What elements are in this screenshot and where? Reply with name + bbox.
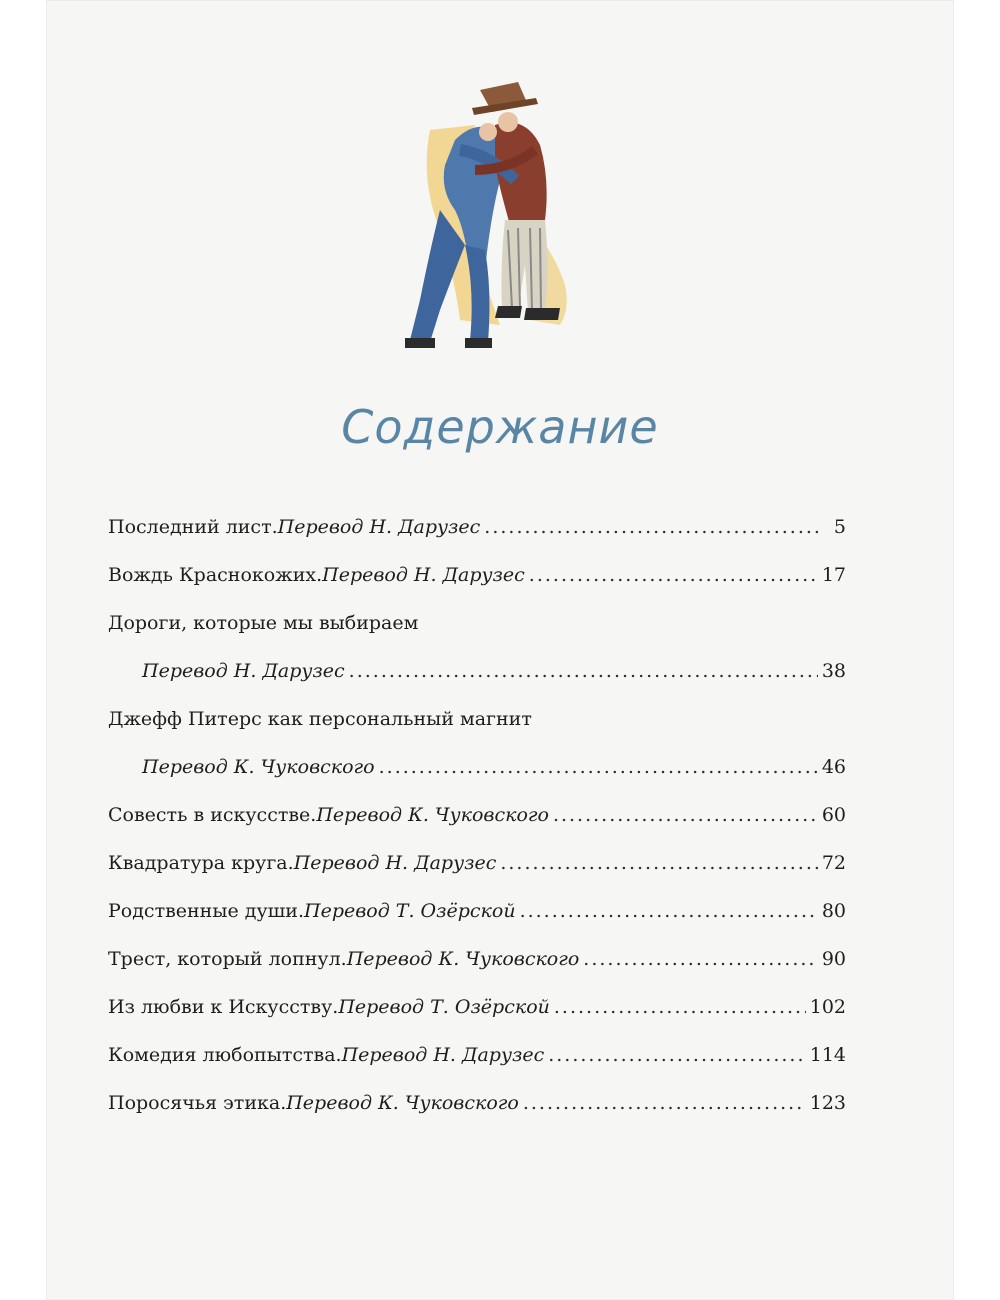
toc-entry-title: Трест, который лопнул. <box>108 948 347 970</box>
toc-entry-page: 60 <box>821 804 846 826</box>
toc-entry-title: Последний лист. <box>108 516 278 538</box>
toc-entry-title: Дороги, которые мы выбираем <box>108 612 419 634</box>
toc-entry-translator: Перевод Н. Дарузес <box>277 516 481 538</box>
toc-leader-dots <box>554 996 806 1018</box>
toc-leader-dots <box>553 804 818 826</box>
toc-entry-translator: Перевод Н. Дарузес <box>142 660 345 682</box>
toc-entry-page: 102 <box>809 996 846 1018</box>
toc-entry-title: Поросячья этика. <box>108 1092 287 1114</box>
toc-entry-translator: Перевод Н. Дарузес <box>322 564 525 586</box>
toc-entry[interactable] <box>108 900 846 948</box>
toc-entry-page: 90 <box>821 948 846 970</box>
toc-entry-page: 17 <box>821 564 846 586</box>
toc-entry[interactable] <box>108 660 846 708</box>
toc-leader-dots <box>548 1044 806 1066</box>
toc-entry-title: Комедия любопытства. <box>108 1044 342 1066</box>
toc-entry-translator: Перевод Т. Озёрской <box>304 900 516 922</box>
toc-leader-dots <box>583 948 818 970</box>
toc-entry-page: 114 <box>809 1044 846 1066</box>
toc-leader-dots <box>500 852 817 874</box>
toc-entry[interactable] <box>108 1092 846 1140</box>
toc-entry-title: Из любви к Искусству. <box>108 996 339 1018</box>
toc-entry[interactable] <box>108 564 846 612</box>
toc-entry-page: 5 <box>833 516 846 538</box>
toc-entry-translator: Перевод Н. Дарузес <box>293 852 497 874</box>
toc-entry-translator: Перевод К. Чуковского <box>346 948 580 970</box>
toc-leader-dots <box>349 660 818 682</box>
toc-entry-title: Родственные души. <box>108 900 304 922</box>
toc-entry[interactable] <box>108 852 846 900</box>
toc-entry-title: Совесть в искусстве. <box>108 804 317 826</box>
toc-entry-page: 80 <box>821 900 846 922</box>
two-men-embracing-illustration <box>400 70 600 355</box>
toc-entry[interactable] <box>108 516 846 564</box>
toc-entry-title: Квадратура круга. <box>108 852 294 874</box>
toc-entry-title-line[interactable] <box>108 708 846 756</box>
toc-entry-title: Вождь Краснокожих. <box>108 564 323 586</box>
toc-entry-translator: Перевод Н. Дарузес <box>341 1044 545 1066</box>
toc-entry-page: 72 <box>821 852 846 874</box>
toc-entry-title: Джефф Питерс как персональный магнит <box>108 708 532 730</box>
toc-leader-dots <box>529 564 818 586</box>
toc-entry[interactable] <box>108 756 846 804</box>
toc-leader-dots <box>523 1092 806 1114</box>
toc-entry-translator: Перевод К. Чуковского <box>286 1092 519 1114</box>
toc-leader-dots <box>379 756 818 778</box>
toc-entry[interactable] <box>108 1044 846 1092</box>
toc-entry-page: 123 <box>809 1092 846 1114</box>
toc-entry-translator: Перевод К. Чуковского <box>142 756 375 778</box>
toc-entry-translator: Перевод К. Чуковского <box>316 804 549 826</box>
toc-entry-title-line[interactable] <box>108 612 846 660</box>
toc-entry[interactable] <box>108 996 846 1044</box>
table-of-contents <box>108 516 846 1140</box>
toc-entry-page: 38 <box>821 660 846 682</box>
toc-entry-page: 46 <box>821 756 846 778</box>
toc-entry-translator: Перевод Т. Озёрской <box>338 996 550 1018</box>
toc-leader-dots <box>520 900 818 922</box>
toc-entry[interactable] <box>108 948 846 996</box>
toc-entry[interactable] <box>108 804 846 852</box>
toc-leader-dots <box>484 516 818 538</box>
toc-heading: Содержание <box>341 400 659 454</box>
